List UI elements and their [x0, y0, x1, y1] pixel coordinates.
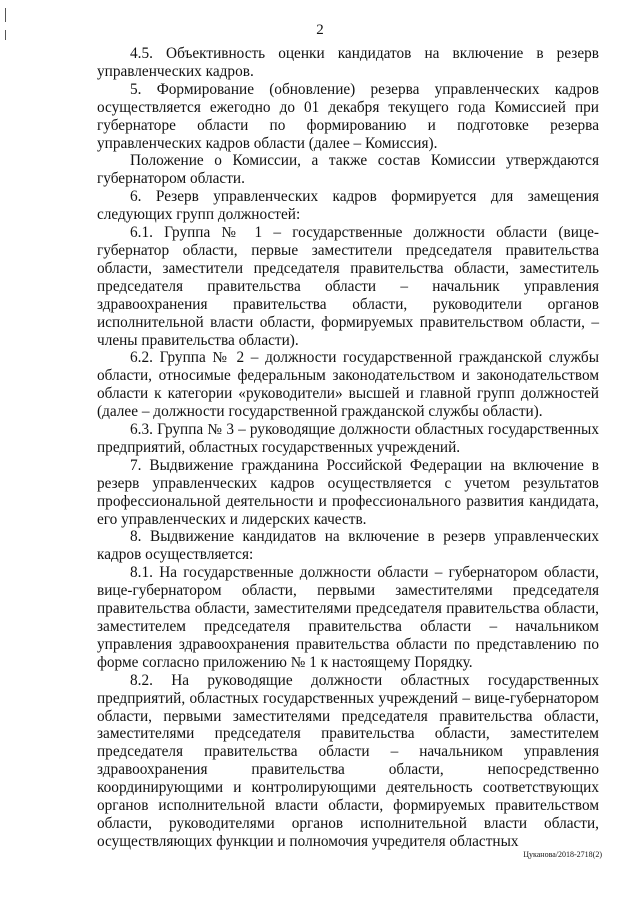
paragraph-6-3: 6.3. Группа № 3 – руководящие должности областных государственных предприятий, областных государственных учреждений. — [97, 421, 599, 456]
paragraph-4-5: 4.5. Объективность оценки кандидатов на включение в резерв управленческих кадров. — [97, 45, 599, 80]
page-number: 2 — [316, 22, 324, 38]
document-body — [97, 45, 599, 851]
paragraph-7: 7. Выдвижение гражданина Российской Федерации на включение в резерв управленческих кадров осуществляется с учетом результатов профессиональной деятельности и профессионального развития кандидата, его управленческих и лидерских качеств. — [97, 456, 599, 528]
margin-mark-top — [5, 8, 6, 22]
paragraph-6: 6. Резерв управленческих кадров формируется для замещения следующих групп должностей: — [97, 188, 599, 224]
paragraph-8: 8. Выдвижение кандидатов на включение в резерв управленческих кадров осуществляется: — [97, 528, 599, 564]
footer-code: Цуканова/2018-2718(2) — [523, 850, 602, 859]
paragraph-commission: Положение о Комиссии, а также состав Комиссии утверждаются губернатором области. — [97, 152, 599, 188]
paragraph-8-1: 8.1. На государственные должности области – губернатором области, вице-губернатором области, первыми заместителями председателя правительства области, заместителями председателя правительства области, заместителем председателя правительства области – начальником управления здравоохранения правительства области по представлению по форме согласно приложению № 1 к настоящему Порядку. — [97, 564, 599, 671]
paragraph-6-2: 6.2. Группа № 2 – должности государственной гражданской службы области, относимые федеральным законодательством и законодательством области к категории «руководители» высшей и главной групп должностей (далее – должности государственной гражданской службы области). — [97, 349, 599, 421]
paragraph-8-2: 8.2. На руководящие должности областных государственных предприятий, областных государственных учреждений – вице-губернатором области, первыми заместителями председателя правительства области, заместителями председателя правительства области, заместителем председателя правительства области – начальником управления здравоохранения правительства области, непосредственно координирующими и контролирующими деятельность соответствующих органов исполнительной власти области, формируемых правительством области, руководителями органов исполнительной власти области, осуществляющих функции и полномочия учредителя областных — [97, 671, 599, 850]
paragraph-5: 5. Формирование (обновление) резерва управленческих кадров осуществляется ежегодно до 01 декабря текущего года Комиссией при губернаторе области по формированию и подготовке резерва управленческих кадров области (далее – Комиссия). — [97, 80, 599, 152]
paragraph-6-1: 6.1. Группа № 1 – государственные должности области (вице-губернатор области, первые заместители председателя правительства области, заместители председателя правительства области, заместитель председателя правительства области – начальник управления здравоохранения правительства области, руководители органов исполнительной власти области, формируемых правительством области, – члены правительства области). — [97, 224, 599, 349]
